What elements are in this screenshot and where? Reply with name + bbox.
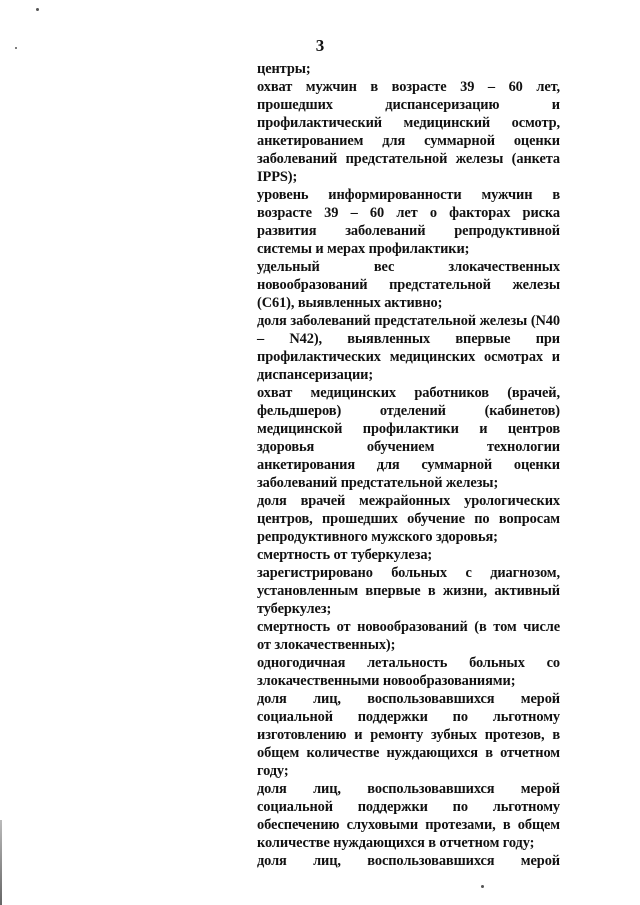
paragraph: доля лиц, воспользовавшихся мерой социальной поддержки по льготному обеспечению слуховыми протезами, в общем количестве нуждающихся в отчетном году; <box>257 781 560 851</box>
paragraph: зарегистрировано больных с диагнозом, установленным впервые в жизни, активный туберкулез; <box>257 565 560 617</box>
paragraph: доля заболеваний предстательной железы (N40 – N42), выявленных впервые при профилактических медицинских осмотрах и диспансеризации; <box>257 313 560 383</box>
paragraph: доля врачей межрайонных урологических центров, прошедших обучение по вопросам репродуктивного мужского здоровья; <box>257 493 560 545</box>
paragraph: доля лиц, воспользовавшихся мерой <box>257 853 560 869</box>
paragraph: смертность от новообразований (в том числе от злокачественных); <box>257 619 560 653</box>
paragraph: уровень информированности мужчин в возрасте 39 – 60 лет о факторах риска развития заболеваний репродуктивной системы и мерах профилактики; <box>257 187 560 257</box>
page-number: 3 <box>315 36 325 55</box>
paragraph: центры; <box>257 61 311 77</box>
scan-speck <box>36 8 39 11</box>
paragraph: смертность от туберкулеза; <box>257 547 433 563</box>
paragraph: одногодичная летальность больных со злокачественными новообразованиями; <box>257 655 560 689</box>
paragraph: охват мужчин в возрасте 39 – 60 лет, прошедших диспансеризацию и профилактический медицинский осмотр, анкетированием для суммарной оценки заболеваний предстательной железы (анкета IPPS); <box>257 79 560 185</box>
body-text <box>257 60 560 870</box>
paragraph: охват медицинских работников (врачей, фельдшеров) отделений (кабинетов) медицинской профилактики и центров здоровья обучением технологии анкетирования для суммарной оценки заболеваний предстательной железы; <box>257 385 560 491</box>
paragraph: удельный вес злокачественных новообразований предстательной железы (C61), выявленных активно; <box>257 259 560 311</box>
paragraph: доля лиц, воспользовавшихся мерой социальной поддержки по льготному изготовлению и ремонту зубных протезов, в общем количестве нуждающихся в отчетном году; <box>257 691 560 779</box>
scan-edge-shadow <box>0 820 2 905</box>
scan-speck <box>481 885 484 888</box>
